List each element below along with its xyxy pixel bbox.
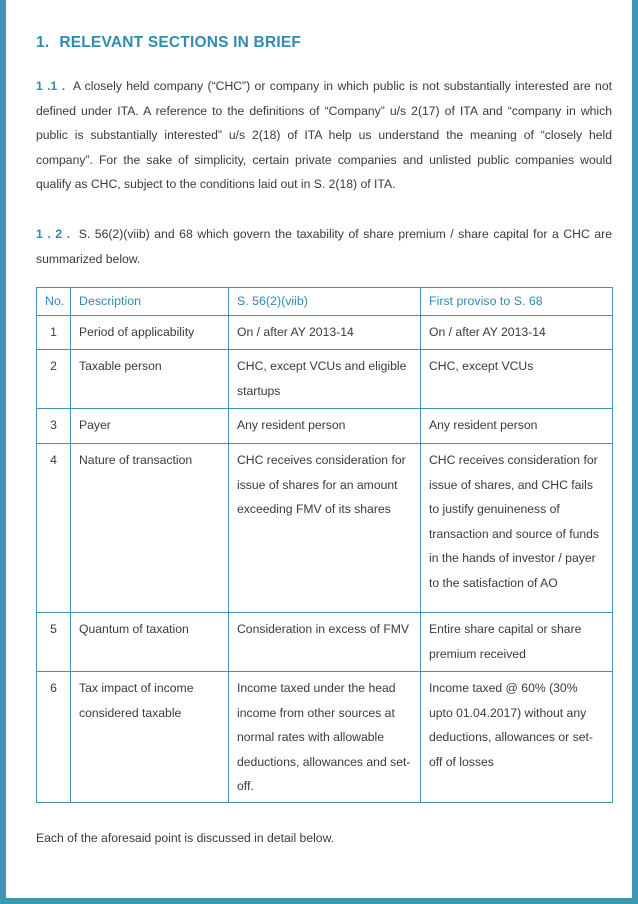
cell-no: 1: [37, 316, 71, 350]
table-row: [37, 316, 613, 350]
table-row: [37, 672, 613, 803]
table-row: [37, 350, 613, 409]
section-number: 1.: [36, 34, 50, 51]
cell-description: Taxable person: [71, 350, 229, 409]
cell-description: Payer: [71, 409, 229, 444]
header-s56: S. 56(2)(viib): [229, 288, 421, 316]
cell-description: Nature of transaction: [71, 444, 229, 613]
paragraph-1-2: [36, 222, 612, 271]
header-s68-proviso: First proviso to S. 68: [421, 288, 613, 316]
table-row: [37, 409, 613, 444]
section-heading: [36, 34, 301, 52]
cell-s56: On / after AY 2013-14: [229, 316, 421, 350]
cell-description: Quantum of taxation: [71, 613, 229, 672]
cell-no: 3: [37, 409, 71, 444]
cell-s68: CHC, except VCUs: [421, 350, 613, 409]
table-row: [37, 444, 613, 613]
cell-no: 5: [37, 613, 71, 672]
cell-description: Tax impact of income considered taxable: [71, 672, 229, 803]
cell-s56: CHC receives consideration for issue of shares for an amount exceeding FMV of its shares: [229, 444, 421, 613]
cell-no: 2: [37, 350, 71, 409]
table-header-row: [37, 288, 613, 316]
paragraph-text: S. 56(2)(viib) and 68 which govern the taxability of share premium / share capital for a CHC are summarized below.: [36, 227, 612, 266]
header-no: No.: [37, 288, 71, 316]
cell-s68: Any resident person: [421, 409, 613, 444]
cell-no: 4: [37, 444, 71, 613]
cell-s56: CHC, except VCUs and eligible startups: [229, 350, 421, 409]
cell-s68: Entire share capital or share premium received: [421, 613, 613, 672]
cell-s68: On / after AY 2013-14: [421, 316, 613, 350]
paragraph-1-1: [36, 74, 612, 197]
footer-note: Each of the aforesaid point is discussed in detail below.: [36, 831, 335, 845]
table-row: [37, 613, 613, 672]
cell-s56: Any resident person: [229, 409, 421, 444]
cell-description: Period of applicability: [71, 316, 229, 350]
section-title: RELEVANT SECTIONS IN BRIEF: [59, 34, 302, 51]
header-description: Description: [71, 288, 229, 316]
cell-s56: Consideration in excess of FMV: [229, 613, 421, 672]
paragraph-number: 1 .1 .: [36, 79, 66, 93]
paragraph-text: A closely held company (“CHC”) or company in which public is not substantially interested are not defined under ITA. A reference to the definitions of “Company” u/s 2(17) of ITA and “company in which public is substantially interested” u/s 2(18) of ITA help us understand the meaning of “closely held company”. For the sake of simplicity, certain private companies and unlisted public companies would qualify as CHC, subject to the conditions laid out in S. 2(18) of ITA.: [36, 79, 612, 192]
cell-s68: Income taxed @ 60% (30% upto 01.04.2017) without any deductions, allowances or set-off of losses: [421, 672, 613, 803]
cell-s56: Income taxed under the head income from other sources at normal rates with allowable deductions, allowances and set-off.: [229, 672, 421, 803]
paragraph-number: 1 . 2 .: [36, 227, 71, 241]
cell-no: 6: [37, 672, 71, 803]
sections-summary-table: [36, 287, 613, 803]
cell-s68: CHC receives consideration for issue of shares, and CHC fails to justify genuineness of transaction and source of funds in the hands of investor / payer to the satisfaction of AO: [421, 444, 613, 613]
